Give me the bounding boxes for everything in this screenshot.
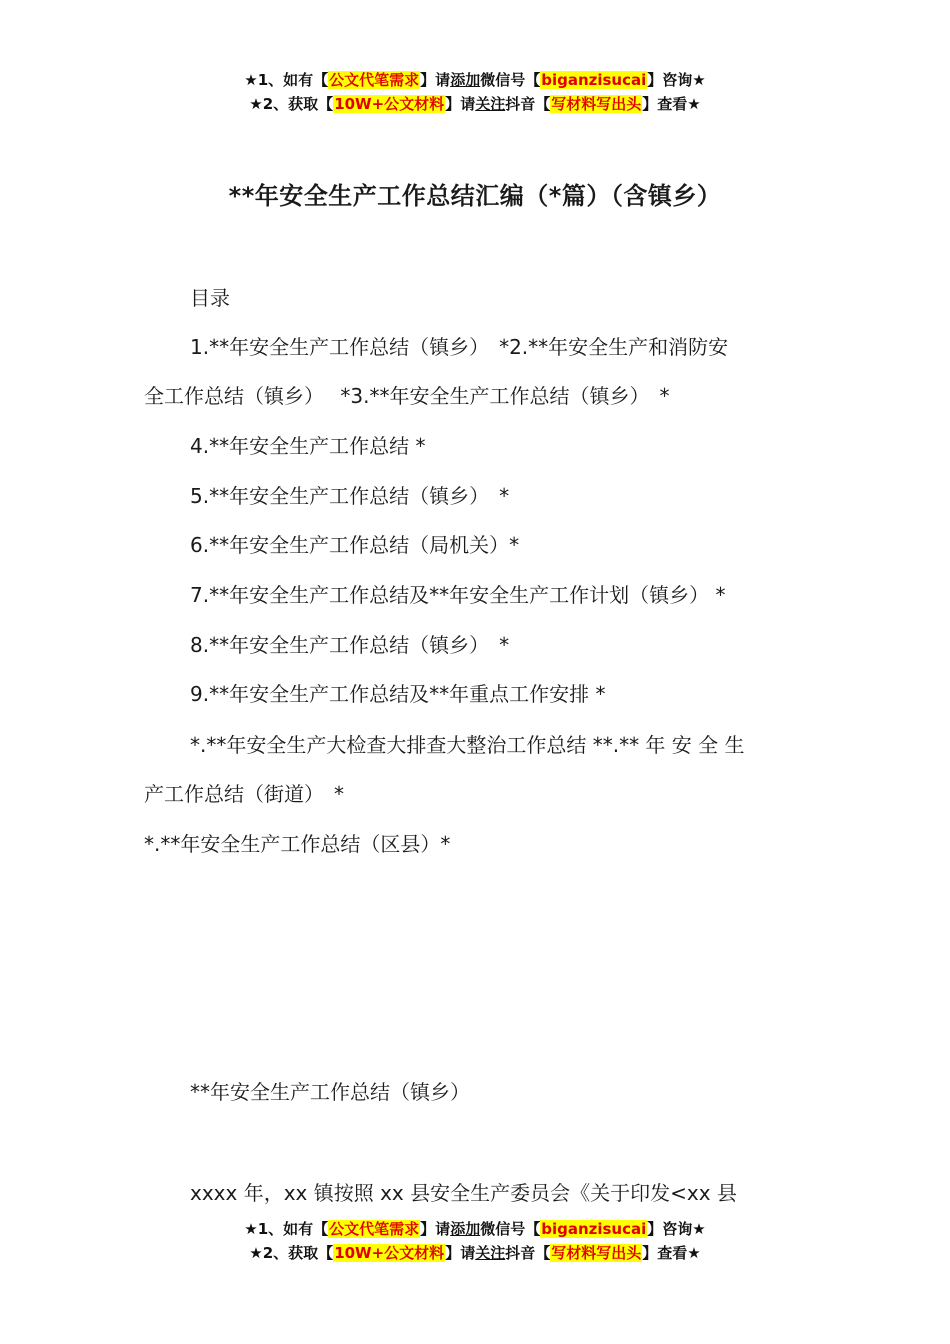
- banner-text: 】请: [445, 1244, 476, 1262]
- banner-line-1: [0, 68, 950, 92]
- banner-line-1: [0, 1217, 950, 1241]
- banner-text: ★2、获取【: [249, 95, 334, 113]
- banner-highlight: 写材料写出头: [551, 1244, 642, 1262]
- document-title: **年安全生产工作总结汇编（*篇）（含镇乡）: [228, 182, 722, 210]
- banner-text: 】请: [420, 1220, 451, 1238]
- banner-highlight: biganzisucai: [541, 1220, 647, 1238]
- banner-underlined: 添加: [450, 71, 481, 89]
- toc-line: *.**年安全生产大检查大排查大整治工作总结 **.** 年 安 全 生: [190, 733, 745, 757]
- toc-line: 8.**年安全生产工作总结（镇乡） *: [190, 633, 510, 657]
- bottom-banner: [0, 1217, 950, 1265]
- banner-underlined: 关注: [475, 95, 506, 113]
- toc-line: 1.**年安全生产工作总结（镇乡） *2.**年安全生产和消防安: [190, 335, 729, 359]
- banner-text: 】查看★: [642, 95, 701, 113]
- banner-underlined: 关注: [475, 1244, 506, 1262]
- banner-text: 】咨询★: [647, 1220, 706, 1238]
- toc-line: 6.**年安全生产工作总结（局机关）*: [190, 533, 520, 557]
- banner-line-2: [0, 92, 950, 116]
- toc-line: *.**年安全生产工作总结（区县）*: [144, 832, 451, 856]
- toc-line: 4.**年安全生产工作总结 *: [190, 434, 426, 458]
- section-heading: **年安全生产工作总结（镇乡）: [190, 1080, 470, 1104]
- banner-line-2: [0, 1241, 950, 1265]
- toc-line: 全工作总结（镇乡） *3.**年安全生产工作总结（镇乡） *: [144, 384, 670, 408]
- banner-underlined: 添加: [450, 1220, 481, 1238]
- banner-text: ★2、获取【: [249, 1244, 334, 1262]
- banner-text: 】请: [445, 95, 476, 113]
- banner-text: 抖音【: [505, 95, 551, 113]
- banner-highlight: 公文代笔需求: [329, 1220, 420, 1238]
- banner-highlight: 写材料写出头: [551, 95, 642, 113]
- banner-text: 抖音【: [505, 1244, 551, 1262]
- banner-text: 微信号【: [480, 71, 541, 89]
- toc-line: 产工作总结（街道） *: [144, 782, 344, 806]
- banner-highlight: 10W+公文材料: [334, 1244, 445, 1262]
- banner-text: ★1、如有【: [244, 71, 329, 89]
- banner-text: 】咨询★: [647, 71, 706, 89]
- banner-highlight: 公文代笔需求: [329, 71, 420, 89]
- banner-text: ★1、如有【: [244, 1220, 329, 1238]
- banner-text: 】查看★: [642, 1244, 701, 1262]
- body-paragraph: xxxx 年，xx 镇按照 xx 县安全生产委员会《关于印发<xx 县: [190, 1181, 737, 1205]
- banner-highlight: biganzisucai: [541, 71, 647, 89]
- banner-highlight: 10W+公文材料: [334, 95, 445, 113]
- toc-line: 9.**年安全生产工作总结及**年重点工作安排 *: [190, 682, 606, 706]
- top-banner: [0, 68, 950, 116]
- toc-line: 7.**年安全生产工作总结及**年安全生产工作计划（镇乡） *: [190, 583, 726, 607]
- toc-heading: 目录: [190, 286, 230, 310]
- toc-line: 5.**年安全生产工作总结（镇乡） *: [190, 484, 510, 508]
- banner-text: 微信号【: [480, 1220, 541, 1238]
- banner-text: 】请: [420, 71, 451, 89]
